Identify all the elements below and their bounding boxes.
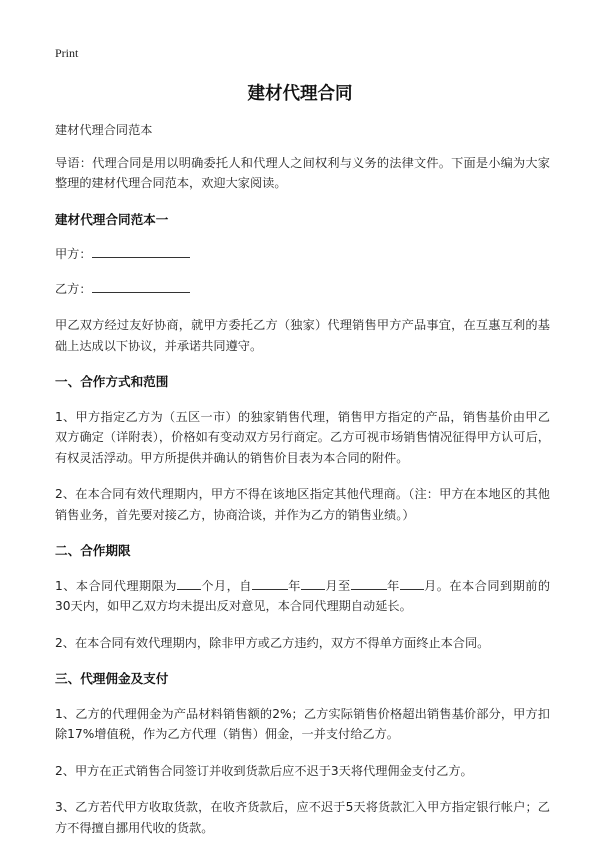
section-2-clause-1 (55, 576, 550, 617)
term-text-a: 1、本合同代理期限为 (55, 578, 177, 593)
subtitle: 建材代理合同范本 (55, 123, 153, 137)
term-text-c: 年 (287, 578, 301, 593)
section-3-clause-1: 1、乙方的代理佣金为产品材料销售额的2%；乙方实际销售价格超出销售基价部分，甲方扣除17%增值税，作为乙方代理（销售）佣金，一并支付给乙方。 (55, 706, 550, 741)
months-blank (177, 577, 201, 590)
print-link[interactable]: Print (55, 46, 79, 60)
section-3-clause-2: 2、甲方在正式销售合同签订并收到货款后应不迟于3天将代理佣金支付乙方。 (55, 763, 473, 778)
term-text-d: 月至 (324, 578, 351, 593)
start-month-blank (301, 577, 325, 590)
section-1-heading: 一、合作方式和范围 (55, 374, 169, 389)
party-a-line (55, 244, 550, 265)
end-month-blank (400, 577, 424, 590)
party-a-blank (92, 245, 190, 258)
section-2-clause-2: 2、在本合同有效代理期内，除非甲方或乙方违约，双方不得单方面终止本合同。 (55, 635, 490, 650)
start-year-blank (252, 577, 288, 590)
section-3-heading: 三、代理佣金及支付 (55, 671, 169, 686)
term-text-f: 月。在本合同到期前的30天内，如甲乙双方均未提出反对意见，本合同代理期自动延长。 (55, 578, 551, 613)
section-1-clause-1: 1、甲方指定乙方为（五区一市）的独家销售代理，销售甲方指定的产品，销售基价由甲乙双方确定（详附表），价格如有变动双方另行商定。乙方可视市场销售情况征得甲方认可后，有权灵活浮动。甲方所提供并确认的销售价目表为本合同的附件。 (55, 409, 550, 465)
section-1-clause-2: 2、在本合同有效代理期内，甲方不得在该地区指定其他代理商。（注：甲方在本地区的其他销售业务，首先要对接乙方，协商洽谈，并作为乙方的销售业绩。） (55, 487, 550, 522)
section-3-clause-3: 3、乙方若代甲方收取货款，在收齐货款后，应不迟于5天将货款汇入甲方指定银行帐户；乙方不得擅自挪用代收的货款。 (55, 800, 550, 835)
intro-paragraph: 导语：代理合同是用以明确委托人和代理人之间权利与义务的法律文件。下面是小编为大家整理的建材代理合同范本，欢迎大家阅读。 (55, 155, 550, 190)
term-text-e: 年 (386, 578, 400, 593)
section-2-heading: 二、合作期限 (55, 543, 131, 558)
section-title: 建材代理合同范本一 (55, 211, 169, 227)
party-b-blank (92, 280, 190, 293)
document-title: 建材代理合同 (247, 84, 353, 104)
preamble-paragraph: 甲乙双方经过友好协商，就甲方委托乙方（独家）代理销售甲方产品事宜，在互惠互利的基础上达成以下协议，并承诺共同遵守。 (55, 318, 550, 353)
party-a-label: 甲方： (55, 247, 92, 261)
document-body (55, 120, 550, 854)
party-b-line (55, 279, 550, 300)
party-b-label: 乙方： (55, 281, 92, 296)
term-text-b: 个月，自 (200, 578, 252, 593)
end-year-blank (351, 577, 387, 590)
